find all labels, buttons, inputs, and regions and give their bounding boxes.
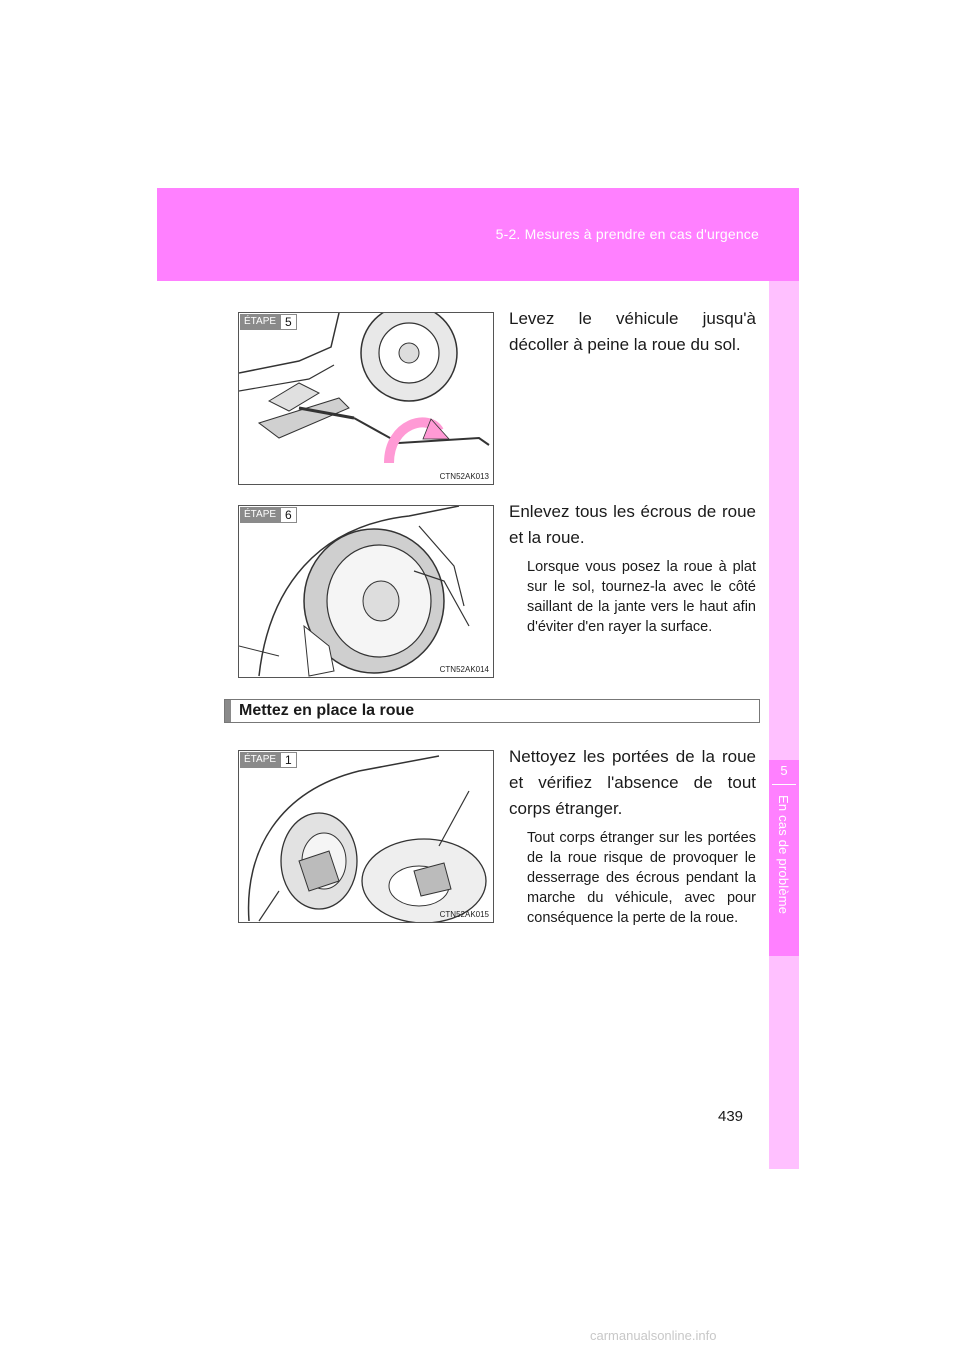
step-word: ÉTAPE [240, 752, 280, 768]
step-number: 5 [280, 314, 297, 330]
tab-divider [772, 784, 796, 785]
step-instruction: Levez le véhicule jusqu'à décoller à peine la roue du sol. [509, 309, 756, 354]
figure-jack [238, 312, 494, 485]
step-badge [240, 507, 297, 523]
step-instruction: Enlevez tous les écrous de roue et la roue. [509, 502, 756, 547]
remove-wheel-illustration [239, 506, 494, 678]
section-marker [225, 700, 231, 722]
chapter-tab[interactable] [769, 760, 799, 956]
step-number: 1 [280, 752, 297, 768]
step-note: Lorsque vous posez la roue à plat sur le sol, tournez-la avec le côté saillant de la jante vers le haut afin d'éviter d'en rayer la surface. [527, 559, 756, 635]
side-strip [769, 281, 799, 1169]
jack-illustration [239, 313, 494, 485]
step-note: Tout corps étranger sur les portées de la roue risque de provoquer le desserrage des écrous pendant la marche du véhicule, avec pour conséquence la perte de la roue. [527, 830, 756, 926]
section-heading-bar [224, 699, 760, 723]
step-number: 6 [280, 507, 297, 523]
section-title: Mettez en place la roue [239, 702, 415, 719]
watermark[interactable]: carmanualsonline.info [590, 1328, 717, 1343]
figure-code: CTN52AK015 [439, 910, 489, 919]
clean-surfaces-illustration [239, 751, 494, 923]
figure-clean-surfaces [238, 750, 494, 923]
figure-code: CTN52AK013 [439, 472, 489, 481]
figure-remove-wheel [238, 505, 494, 678]
page-number: 439 [718, 1108, 744, 1125]
chapter-number: 5 [780, 763, 788, 778]
step-word: ÉTAPE [240, 314, 280, 330]
step-badge [240, 752, 297, 768]
step-badge [240, 314, 297, 330]
section-heading: 5-2. Mesures à prendre en cas d'urgence [495, 226, 759, 242]
figure-code: CTN52AK014 [439, 665, 489, 674]
step-word: ÉTAPE [240, 507, 280, 523]
chapter-label: En cas de problème [776, 795, 791, 915]
chapter-header [157, 188, 799, 281]
step-instruction: Nettoyez les portées de la roue et vérifiez l'absence de tout corps étranger. [509, 747, 756, 818]
